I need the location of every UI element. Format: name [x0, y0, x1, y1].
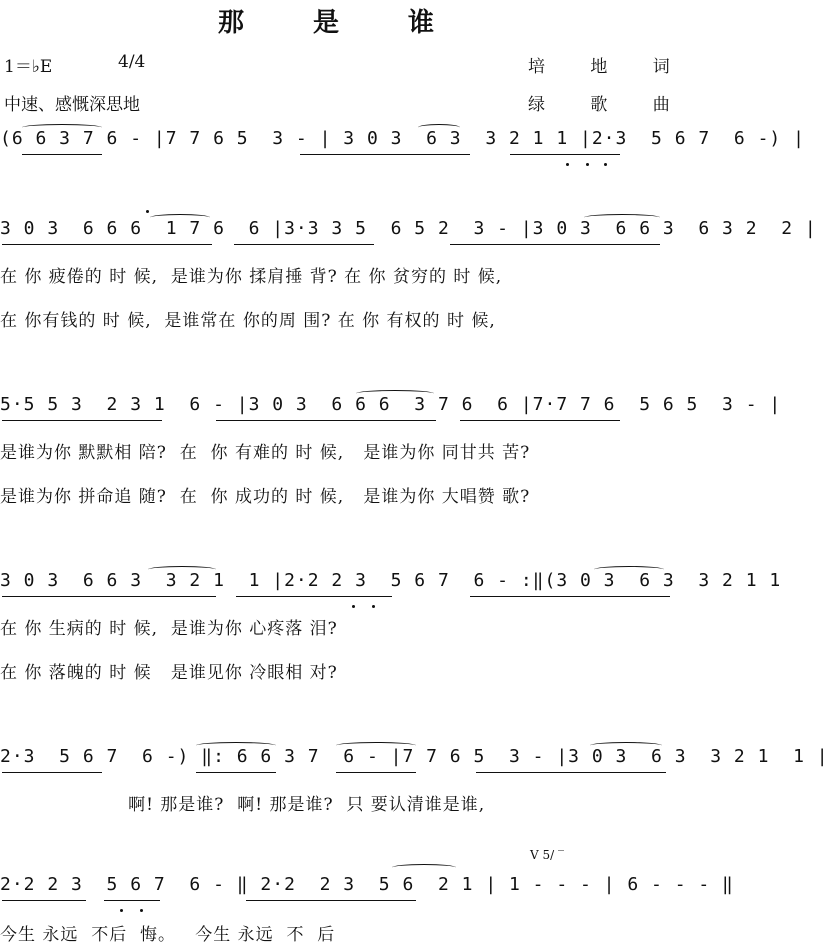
- jianpu-notes: 2·3 5 6 7 6 -) ‖: 6 6 3 7 6 - |7 7 6 5 3 - |3 0 3 6 3 3 2 1 1 |: [0, 746, 829, 767]
- slur-mark: [594, 566, 664, 573]
- underline-mark: [216, 420, 436, 421]
- slur-mark: [418, 124, 460, 131]
- underline-mark: [470, 596, 670, 597]
- slur-mark: [148, 566, 216, 573]
- low-octave-dot: [604, 163, 607, 166]
- underline-mark: [2, 420, 162, 421]
- slur-mark: [584, 214, 660, 221]
- slur-mark: [22, 124, 102, 131]
- underline-mark: [2, 596, 216, 597]
- time-signature: 4/4: [118, 52, 146, 72]
- underline-mark: [510, 154, 620, 155]
- lyric-line-1: 在 你 疲倦的 时 候, 是谁为你 揉肩捶 背? 在 你 贫穷的 时 候,: [0, 267, 503, 287]
- underline-mark: [22, 154, 102, 155]
- low-octave-dot: [120, 909, 123, 912]
- low-octave-dot: [372, 605, 375, 608]
- underline-mark: [476, 772, 666, 773]
- composer-credit: 绿 歌 曲: [528, 95, 690, 115]
- song-title: 那 是 谁: [217, 8, 465, 38]
- slur-mark: [150, 214, 210, 221]
- low-octave-dot: [352, 605, 355, 608]
- tempo-marking: 中速、感慨深思地: [4, 95, 140, 115]
- lyric-line-1: 在 你 生病的 时 候, 是谁为你 心疼落 泪?: [0, 619, 338, 639]
- high-octave-dot: [146, 210, 149, 213]
- low-octave-dot: [586, 163, 589, 166]
- jianpu-notes: 3 0 3 6 6 6 1 7 6 6 |3·3 3 5 6 5 2 3 - |3 0 3 6 6 3 6 3 2 2 |: [0, 218, 817, 239]
- underline-mark: [450, 244, 660, 245]
- low-octave-dot: [140, 909, 143, 912]
- jianpu-notes: 5·5 5 3 2 3 1 6 - |3 0 3 6 6 6 3 7 6 6 |7·7 7 6 5 6 5 3 - |: [0, 394, 782, 415]
- underline-mark: [236, 596, 392, 597]
- underline-mark: [460, 420, 620, 421]
- low-octave-dot: [566, 163, 569, 166]
- jianpu-notes: 3 0 3 6 6 3 3 2 1 1 |2·2 2 3 5 6 7 6 - :‖(3 0 3 6 3 3 2 1 1: [0, 570, 782, 591]
- underline-mark: [2, 772, 102, 773]
- underline-mark: [246, 900, 416, 901]
- lyricist-credit: 培 地 词: [528, 57, 690, 77]
- slur-mark: [196, 742, 276, 749]
- underline-mark: [104, 900, 160, 901]
- jianpu-notes: (6 6 3 7 6 - |7 7 6 5 3 - | 3 0 3 6 3 3 2 1 1 |2·3 5 6 7 6 -) |: [0, 128, 805, 149]
- underline-mark: [2, 900, 86, 901]
- slur-mark: [356, 390, 434, 397]
- underline-mark: [234, 244, 374, 245]
- lyric-line-1: 是谁为你 默默相 陪? 在 你 有难的 时 候, 是谁为你 同甘共 苦?: [0, 443, 531, 463]
- key-signature: 1＝♭E: [4, 57, 53, 77]
- slur-mark: [590, 742, 662, 749]
- notation-row-1: [0, 128, 805, 188]
- fermata-mark: V 5/ ‾: [530, 848, 564, 862]
- lyric-line-1: 今生 永远 不后 悔。 今生 永远 不 后: [0, 925, 336, 945]
- slur-mark: [336, 742, 416, 749]
- jianpu-notes: 2·2 2 3 5 6 7 6 - ‖ 2·2 2 3 5 6 2 1 | 1 - - - | 6 - - - ‖: [0, 874, 734, 895]
- underline-mark: [2, 244, 212, 245]
- lyric-line-2: 在 你有钱的 时 候, 是谁常在 你的周 围? 在 你 有权的 时 候,: [0, 311, 496, 331]
- underline-mark: [196, 772, 276, 773]
- tie-mark: [392, 864, 456, 871]
- underline-mark: [336, 772, 416, 773]
- lyric-line-1: 啊! 那是谁? 啊! 那是谁? 只 要认清谁是谁,: [0, 795, 486, 815]
- underline-mark: [300, 154, 470, 155]
- lyric-line-2: 是谁为你 拼命追 随? 在 你 成功的 时 候, 是谁为你 大唱赞 歌?: [0, 487, 531, 507]
- lyric-line-2: 在 你 落魄的 时 候 是谁见你 冷眼相 对?: [0, 663, 338, 683]
